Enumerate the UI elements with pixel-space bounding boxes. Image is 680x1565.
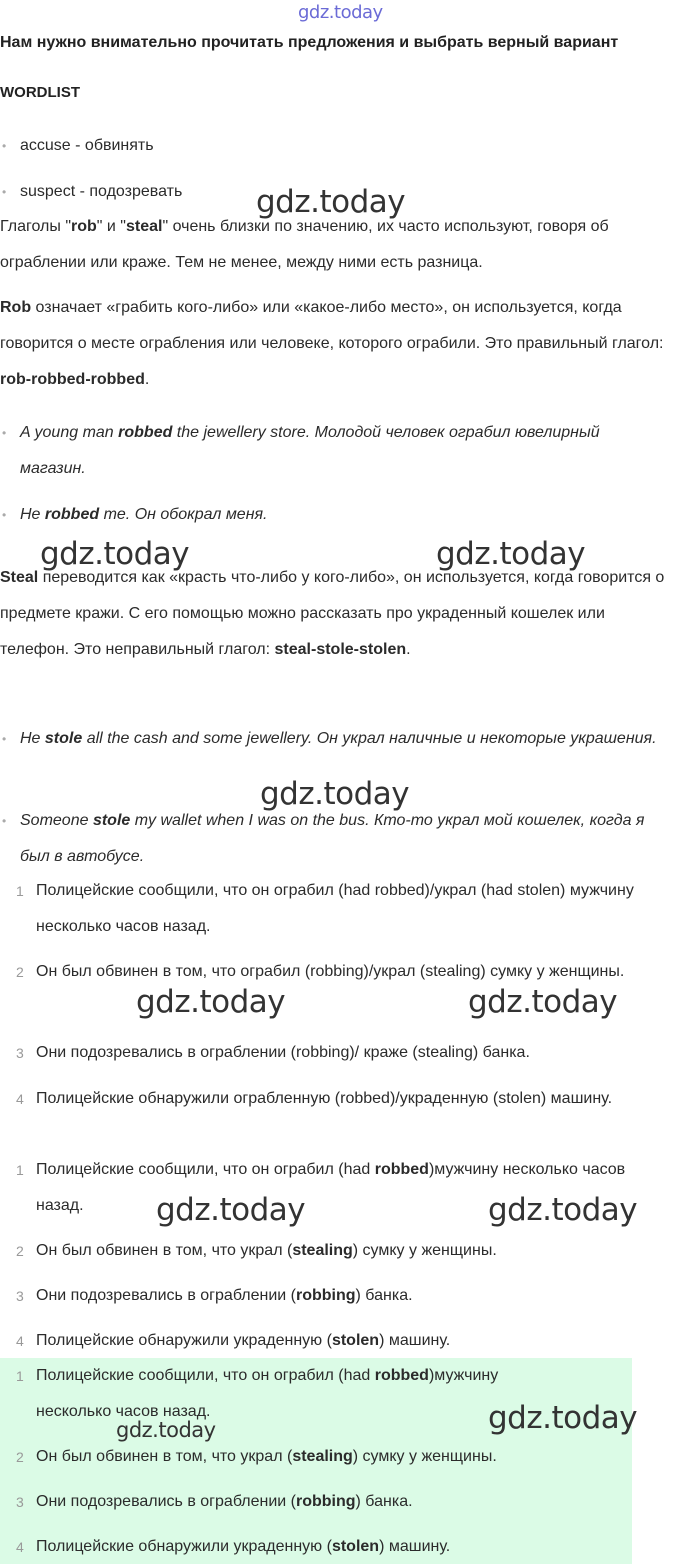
watermark: gdz.today (116, 1418, 216, 1442)
answer-item-4: 4 Полицейские обнаружили украденную (stolen) машину. (16, 1332, 451, 1349)
watermark: gdz.today (156, 1192, 306, 1228)
watermark: gdz.today (260, 776, 410, 812)
intro-heading: Нам нужно внимательно прочитать предложения и выбрать верный вариант (0, 34, 619, 51)
example-rob-2: • He robbed me. Он обокрал меня. (20, 497, 660, 533)
final-answer-item-2: 2 Он был обвинен в том, что украл (stealing) сумку у женщины. (16, 1448, 497, 1465)
task-item-1: 1 Полицейские сообщили, что он ограбил (had robbed)/украл (had stolen) мужчину несколько часов назад. (16, 882, 634, 935)
wordlist-item: • accuse - обвинять (20, 128, 660, 164)
example-steal-2: • Someone stole my wallet when I was on the bus. Кто-то украл мой кошелек, когда я был в автобусе. (20, 803, 660, 875)
wordlist-item: • suspect - подозревать (20, 174, 660, 210)
watermark: gdz.today (40, 536, 190, 572)
answer-item-3: 3 Они подозревались в ограблении (robbing) банка. (16, 1287, 413, 1304)
watermark: gdz.today (136, 984, 286, 1020)
watermark: gdz.today (256, 184, 406, 220)
example-rob-1: • A young man robbed the jewellery store. Молодой человек ограбил ювелирный магазин. (20, 415, 660, 487)
watermark: gdz.today (436, 536, 586, 572)
watermark: gdz.today (488, 1192, 638, 1228)
paragraph-steal: Steal переводится как «красть что-либо у кого-либо», он используется, когда говорится о предмете кражи. С его помощью можно рассказать про украденный кошелек или телефон. Это неправильный глагол: steal-stole-stolen. (0, 569, 665, 658)
task-item-2: 2 Он был обвинен в том, что ограбил (robbing)/украл (stealing) сумку у женщины. (16, 963, 625, 980)
answer-item-2: 2 Он был обвинен в том, что украл (stealing) сумку у женщины. (16, 1242, 497, 1259)
watermark: gdz.today (468, 984, 618, 1020)
task-item-4: 4 Полицейские обнаружили ограбленную (robbed)/украденную (stolen) машину. (16, 1090, 613, 1107)
final-answer-item-4: 4 Полицейские обнаружили украденную (stolen) машину. (16, 1538, 451, 1555)
watermark-top: gdz.today (298, 2, 383, 23)
paragraph-rob: Rob означает «грабить кого-либо» или «какое-либо место», он используется, когда говорится о месте ограбления или человеке, которого ограбили. Это правильный глагол: rob-robbed-robbed. (0, 299, 664, 388)
watermark: gdz.today (488, 1400, 638, 1436)
final-answer-item-1: 1 Полицейские сообщили, что он ограбил (had robbed)мужчину несколько часов назад. (16, 1367, 499, 1420)
example-steal-1: • He stole all the cash and some jewellery. Он украл наличные и некоторые украшения. (20, 721, 660, 757)
answer-item-1: 1 Полицейские сообщили, что он ограбил (had robbed)мужчину несколько часов назад. (16, 1161, 626, 1214)
task-item-3: 3 Они подозревались в ограблении (robbing)/ краже (stealing) банка. (16, 1044, 530, 1061)
paragraph-rob-steal: Глаголы "rob" и "steal" очень близки по значению, их часто используют, говоря об ограблении или краже. Тем не менее, между ними есть разница. (0, 218, 609, 271)
final-answer-item-3: 3 Они подозревались в ограблении (robbing) банка. (16, 1493, 413, 1510)
wordlist-title: WORDLIST (0, 84, 80, 101)
